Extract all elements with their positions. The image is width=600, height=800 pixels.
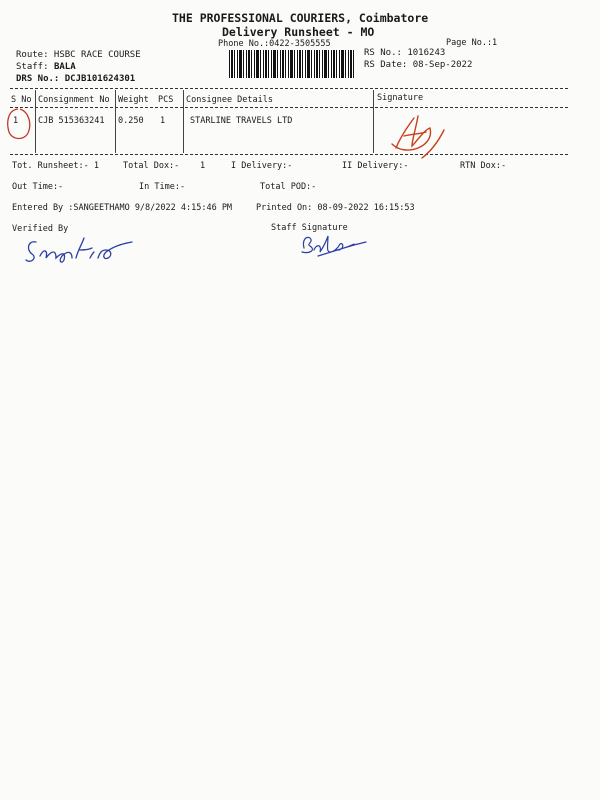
drs-number: DRS No.: DCJB101624301 <box>16 74 136 84</box>
table-top-rule <box>10 88 568 89</box>
rs-number: RS No.: 1016243 <box>364 48 446 58</box>
entered-by: Entered By :SANGEETHAMO 9/8/2022 4:15:46 PM <box>12 203 233 213</box>
col-divider <box>115 90 116 153</box>
total-dox-label: Total Dox:- <box>123 161 180 171</box>
phone-number: Phone No.:0422-3505555 <box>218 39 331 49</box>
verified-by-label: Verified By <box>12 224 69 234</box>
out-time: Out Time:- <box>12 182 64 192</box>
company-name: THE PROFESSIONAL COURIERS, Coimbatore <box>172 11 429 25</box>
total-pod: Total POD:- <box>260 182 317 192</box>
col-header-signature: Signature <box>377 93 424 103</box>
col-header-weight: Weight <box>118 95 149 105</box>
col-divider <box>183 90 184 153</box>
table-bottom-rule <box>10 154 568 155</box>
col-divider <box>35 90 36 153</box>
col-header-consignment: Consignment No <box>38 95 110 105</box>
i-delivery: I Delivery:- <box>231 161 293 171</box>
page-number: Page No.:1 <box>446 38 498 48</box>
staff-line <box>16 62 76 72</box>
cell-pcs: 1 <box>160 116 166 126</box>
document-title: Delivery Runsheet - MO <box>222 25 375 39</box>
verifier-signature <box>22 228 142 272</box>
table-header-rule <box>10 107 568 108</box>
tot-runsheet: Tot. Runsheet:- 1 <box>12 161 99 171</box>
cell-consignee: STARLINE TRAVELS LTD <box>190 116 293 126</box>
cell-sno: 1 <box>13 116 19 126</box>
barcode-image <box>229 50 354 78</box>
staff-label: Staff: <box>16 62 54 72</box>
route: Route: HSBC RACE COURSE <box>16 50 141 60</box>
rtn-dox: RTN Dox:- <box>460 161 507 171</box>
staff-signature-label: Staff Signature <box>271 223 348 233</box>
printed-on: Printed On: 08-09-2022 16:15:53 <box>256 203 415 213</box>
receiver-signature <box>378 108 458 166</box>
staff-name: BALA <box>53 62 76 72</box>
cell-consignment: CJB 515363241 <box>38 116 105 126</box>
col-header-sno: S No <box>11 95 32 105</box>
rs-date: RS Date: 08-Sep-2022 <box>364 60 473 70</box>
col-header-pcs: PCS <box>158 95 174 105</box>
cell-weight: 0.250 <box>118 116 144 126</box>
staff-handwritten-signature <box>296 230 376 260</box>
ii-delivery: II Delivery:- <box>342 161 409 171</box>
in-time: In Time:- <box>139 182 186 192</box>
col-header-consignee: Consignee Details <box>186 95 273 105</box>
total-dox-value: 1 <box>200 161 206 171</box>
col-divider <box>373 90 374 153</box>
hand-drawn-circle <box>4 106 34 142</box>
